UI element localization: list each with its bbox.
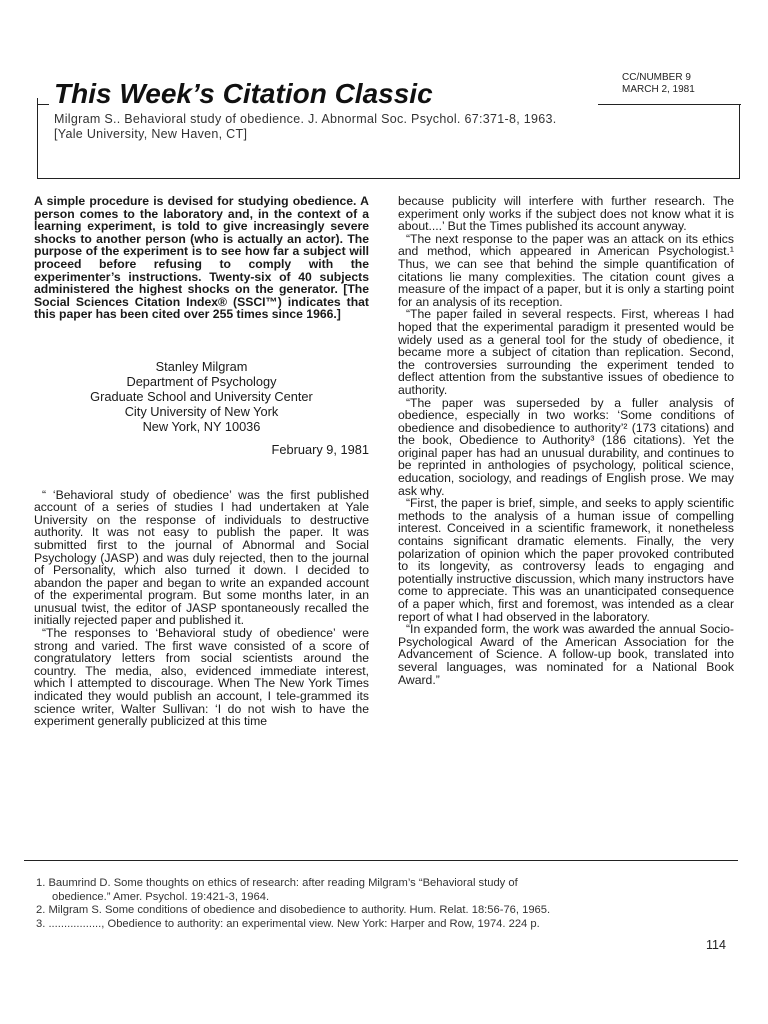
footnote-2: 2. Milgram S. Some conditions of obedience and disobedience to authority. Hum. Relat. 18:56-76, 1965.	[36, 904, 551, 916]
letter-date: February 9, 1981	[271, 441, 369, 457]
footnotes	[36, 877, 736, 931]
body-paragraph-4: “The paper failed in several respects. First, whereas I had hoped that the experimental paradigm it presented would be widely used as a general tool for the study of obedience, it became more a subject of citation than replication. Second, the controversies surrounding the experiment tended to deflect attention from the substantive issues of obedience to authority.	[398, 307, 734, 397]
author-university: City University of New York	[124, 403, 279, 419]
citation-box	[37, 104, 740, 179]
box-border-right-segment	[598, 104, 741, 105]
box-border-tick	[37, 98, 38, 104]
body-paragraph-6: “First, the paper is brief, simple, and seeks to apply scientific methods to the analysis of a human issue of compelling interest. Conceived in a scientific framework, it nonetheless contains significant dramatic elements. Finally, the very polarization of opinion which the paper provoked contributed to its longevity, as controversy leads to engaging and potentially instructive discussion, which many instructors have come to appreciate. This was an unanticipated consequence of a paper which, first and foremost, was intended as a clear report of what I had observed in the laboratory.	[398, 496, 734, 624]
body-paragraph-1: “ ‘Behavioral study of obedience’ was the first published account of a series of studies I had undertaken at Yale University on the response of individuals to destructive authority. It was not easy to publish the paper. It was submitted first to the journal of Abnormal and Social Psychology (JASP) and was duly rejected, then to the journal of Personality, which also turned it down. I decided to abandon the paper and began to write an expanded account of the experimental program. But some months later, in an unusual twist, the editor of JASP spontaneously recalled the initially rejected paper and published it.	[34, 487, 369, 628]
left-column	[34, 195, 369, 728]
page-title: This Week’s Citation Classic	[54, 78, 433, 109]
issue-info	[622, 72, 695, 96]
body-paragraph-2-continued: because publicity will interfere with further research. The experiment only works if the subject does not know what it is about....’ But the Times published its account anyway.	[398, 194, 734, 234]
right-column	[398, 195, 734, 686]
author-name: Stanley Milgram	[155, 358, 248, 374]
author-address: New York, NY 10036	[142, 418, 261, 434]
citation-affiliation: [Yale University, New Haven, CT]	[54, 127, 248, 141]
abstract: A simple procedure is devised for studying obedience. A person comes to the laboratory and, in the context of a learning experiment, is told to give increasingly severe shocks to another person (who is actually an actor). The purpose of the experiment is to see how far a subject will proceed before refusing to comply with the experimenter’s instructions. Twenty-six of 40 subjects administered the highest shocks on the generator. [The Social Sciences Citation Index® (SSCI™) indicates that this paper has been cited over 255 times since 1966.]	[34, 194, 369, 322]
footnote-3: 3. ................., Obedience to authority: an experimental view. New York: Harper and Row, 1974. 224 p.	[36, 917, 540, 930]
footnote-divider	[24, 860, 738, 861]
author-school: Graduate School and University Center	[90, 388, 313, 404]
author-department: Department of Psychology	[126, 373, 277, 389]
author-block	[34, 359, 369, 434]
footnote-1-line-1: 1. Baumrind D. Some thoughts on ethics of research: after reading Milgram’s “Behavioral study of	[36, 877, 518, 889]
body-paragraph-2: “The responses to ‘Behavioral study of obedience’ were strong and varied. The first wave consisted of a score of congratulatory letters from social scientists around the country. The media, also, evidenced immediate interest, which I attempted to discourage. When The New York Times indicated they would publish an account, I tele-grammed its science writer, Walter Sullivan: ‘I do not wish to have the experiment generally publicized at this time	[34, 626, 369, 729]
body-paragraph-5: “The paper was superseded by a fuller analysis of obedience, especially in two works: ‘Some conditions of obedience and disobedience to authority’² (173 citations) and the book, Obedience to Authority³ (186 citations). Yet the original paper has had an unusual durability, and continues to be reprinted in anthologies of psychology, political science, education, sociology, and readings of English prose. We may ask why.	[398, 395, 734, 498]
page-number: 114	[706, 938, 726, 952]
citation-reference: Milgram S.. Behavioral study of obedience. J. Abnormal Soc. Psychol. 67:371-8, 1963.	[54, 112, 557, 126]
footnote-1-line-2: obedience.” Amer. Psychol. 19:421-3, 1964.	[52, 890, 270, 903]
body-paragraph-3: “The next response to the paper was an attack on its ethics and method, which appeared in American Psychologist.¹ Thus, we can see that behind the simple quantification of citations lie many complexities. The citation count gives a measure of the impact of a paper, but it is only a starting point for an analysis of its reception.	[398, 231, 734, 309]
footnote-1	[36, 877, 736, 904]
issue-date: MARCH 2, 1981	[622, 84, 695, 95]
issue-number: CC/NUMBER 9	[622, 72, 691, 83]
citation-text	[54, 112, 734, 142]
body-paragraph-7: “In expanded form, the work was awarded the annual Socio-Psychological Award of the American Association for the Advancement of Science. A follow-up book, translated into several languages, was nominated for a National Book Award.”	[398, 622, 734, 687]
box-border-left-segment	[37, 104, 49, 105]
